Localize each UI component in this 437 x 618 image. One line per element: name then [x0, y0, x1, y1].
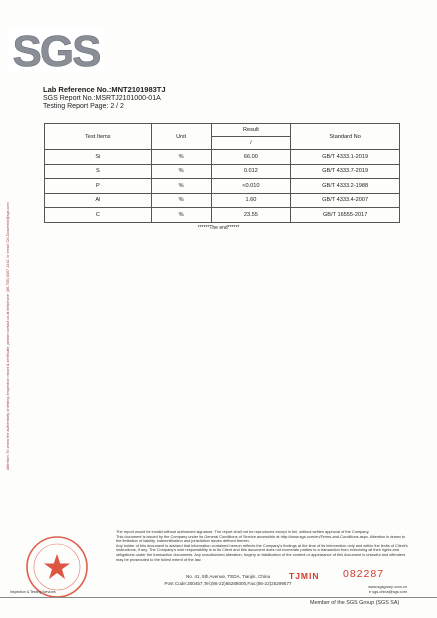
column-header-unit: Unit: [151, 124, 211, 150]
column-header-standard: Standard No: [291, 124, 400, 150]
sgs-logo: [8, 28, 104, 72]
result-value: 0.012: [211, 164, 291, 179]
star-icon: [44, 554, 70, 579]
end-of-report-marker: ******The end******: [197, 225, 240, 231]
address-line-2: Post Code:300457,Tel:(86-22)65288000,Fax:(86-22)25299577: [164, 581, 292, 586]
standard-number: GB/T 16555-2017: [291, 208, 400, 223]
unit: %: [151, 208, 211, 223]
table-row: [45, 193, 400, 208]
address-line-1: No. 41, 5th Avenue, TEDA, Tianjin, China: [185, 574, 271, 579]
unit: %: [151, 150, 211, 165]
test-item: Al: [45, 193, 152, 208]
report-reference: [43, 86, 166, 112]
table-row: [45, 164, 400, 179]
contact-web: [353, 584, 407, 594]
table-row: [45, 208, 400, 223]
result-value: <0.010: [211, 179, 291, 194]
test-item: S: [45, 164, 152, 179]
standard-number: GB/T 4333.7-2019: [291, 164, 400, 179]
column-header-test-items: Test Items: [45, 124, 152, 150]
standard-number: GB/T 4333.1-2019: [291, 150, 400, 165]
disclaimer-line-3: Any holder of this document is advised that information contained hereon reflects the Company's findings at the time of its intervention only and within the limits of Client's instructions, if any. The Company's sole responsibility is to its Client and this document does not exonerate parties to a transaction from exercising all their rights and obligations under the transaction documents. Any unauthorized alteration, forgery or falsification of the content or appearance of this document is unlawful and offenders may be prosecuted to the fullest extent of the law.: [116, 542, 408, 562]
stamp-caption: Inspection & Testing Services: [10, 590, 56, 594]
standard-number: GB/T 4333.2-1988: [291, 179, 400, 194]
website: www.sgsgroup.com.cn: [368, 584, 407, 589]
sgs-membership: Member of the SGS Group (SGS SA): [310, 600, 400, 606]
disclaimer-line-2: This document is issued by the Company under its General Conditions of Service accessible at http://www.sgs.com/en/Terms-and-Conditions.aspx. Attention is drawn to the limitation of liability, indemnification and jurisdiction issues defined therein.: [116, 533, 406, 544]
result-subheader: /: [211, 137, 291, 150]
tjmin-stamp: TJMIN: [289, 571, 320, 581]
unit: %: [151, 179, 211, 194]
table-row: [45, 179, 400, 194]
column-header-result: Result: [211, 124, 291, 137]
standard-number: GB/T 4333.4-2007: [291, 193, 400, 208]
results-table: [44, 123, 400, 223]
unit: %: [151, 193, 211, 208]
authenticity-note: Attention: To check the authenticity of testing /inspection report & certificate, please contact us at telephone: (86-755) 8307 1443, or email: CN.Doccheck@sgs.com: [6, 202, 10, 470]
test-item: C: [45, 208, 152, 223]
footer-divider: [0, 597, 437, 598]
unit: %: [151, 164, 211, 179]
result-value: 23.55: [211, 208, 291, 223]
disclaimer-line-1: The report would be invalid without authorized signature. The report shall not be reproduced except in full, without written approval of the Company.: [116, 529, 370, 534]
email: e sgs.china@sgs.com: [368, 589, 407, 594]
test-item: Si: [45, 150, 152, 165]
report-page-number: Testing Report Page: 2 / 2: [43, 103, 124, 111]
result-value: 1.60: [211, 193, 291, 208]
test-item: P: [45, 179, 152, 194]
serial-number: 082287: [343, 568, 385, 580]
result-value: 66.00: [211, 150, 291, 165]
table-row: [45, 150, 400, 165]
footer-disclaimer: [116, 530, 408, 562]
logo-text: SGS: [12, 28, 100, 72]
lab-reference: Lab Reference No.:MNT2101983TJ: [43, 85, 166, 94]
sgs-report-number: SGS Report No.:MSRTJ2101000-01A: [43, 94, 161, 102]
